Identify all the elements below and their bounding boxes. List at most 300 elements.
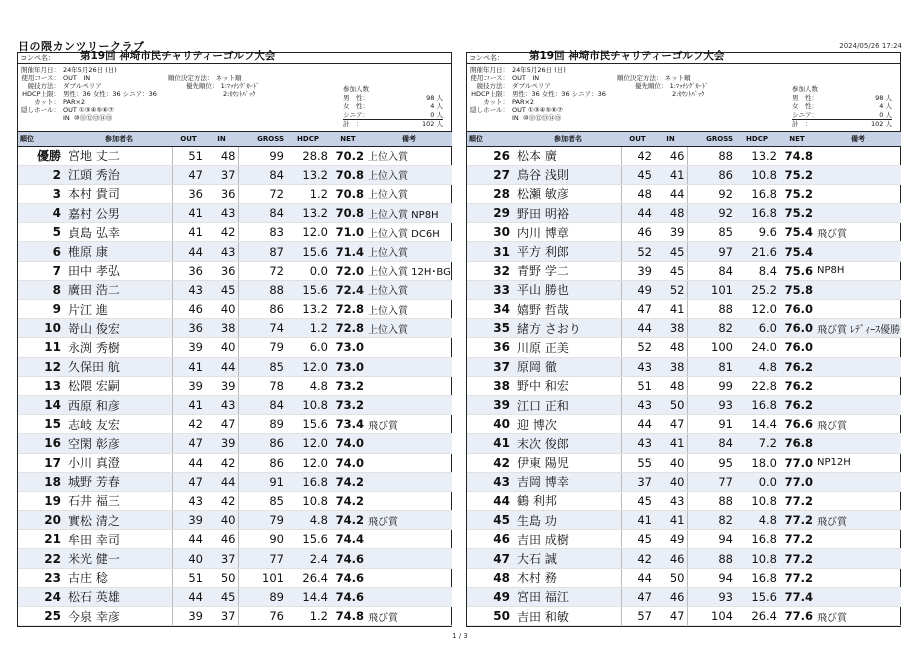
- cell-rank: 優勝: [18, 146, 66, 165]
- cell-in: 40: [205, 511, 238, 530]
- page-number: 1 / 3: [452, 632, 468, 640]
- cell-note: [366, 491, 452, 510]
- cell-name: 小川 真澄: [66, 453, 172, 472]
- cell-rank: 15: [18, 415, 66, 434]
- cell-hdcp: 15.6: [286, 530, 330, 549]
- cell-gross: 95: [687, 453, 735, 472]
- cell-net: 75.8: [779, 280, 815, 299]
- course-line: 使用コース： OUT IN: [470, 74, 540, 82]
- cell-gross: 97: [687, 242, 735, 261]
- cell-net: 74.8: [330, 607, 366, 626]
- cell-in: 37: [205, 165, 238, 184]
- cell-out: 36: [172, 184, 205, 203]
- cell-note: [366, 395, 452, 414]
- participant-counts: 参加人数 男 性： 98 人 女 性： 4 人 シニア： 0 人 計 ： 102 人: [792, 85, 892, 128]
- cell-rank: 46: [467, 530, 515, 549]
- cell-name: 古庄 稔: [66, 568, 172, 587]
- cell-note: 上位入賞 NP8H: [366, 204, 452, 223]
- cell-out: 46: [621, 223, 654, 242]
- cell-out: 42: [621, 549, 654, 568]
- cell-net: 74.2: [330, 472, 366, 491]
- cell-out: 47: [172, 472, 205, 491]
- cell-net: 77.2: [779, 549, 815, 568]
- cell-gross: 76: [238, 607, 286, 626]
- cell-hdcp: 12.0: [286, 434, 330, 453]
- cell-name: 生島 功: [515, 511, 621, 530]
- cell-hdcp: 8.4: [735, 261, 779, 280]
- cell-hdcp: 10.8: [286, 491, 330, 510]
- cell-in: 43: [205, 204, 238, 223]
- cell-in: 40: [654, 472, 687, 491]
- cell-in: 42: [205, 491, 238, 510]
- cell-note: [815, 280, 901, 299]
- cell-name: 吉田 和敏: [515, 607, 621, 626]
- cell-in: 47: [654, 415, 687, 434]
- cell-in: 43: [205, 242, 238, 261]
- cell-out: 40: [172, 549, 205, 568]
- table-row: [467, 242, 901, 261]
- cell-note: 上位入賞: [366, 146, 452, 165]
- cell-net: 74.8: [779, 146, 815, 165]
- cell-gross: 84: [687, 434, 735, 453]
- cell-in: 50: [654, 568, 687, 587]
- col-hdcp: HDCP: [735, 132, 779, 146]
- cell-note: [366, 530, 452, 549]
- cell-name: 江頭 秀治: [66, 165, 172, 184]
- cell-rank: 34: [467, 300, 515, 319]
- cell-net: 75.6: [779, 261, 815, 280]
- cell-gross: 81: [687, 357, 735, 376]
- cell-out: 44: [172, 453, 205, 472]
- priority-line-2: 2:ｶｳﾝﾄﾊﾞｯｸ: [223, 90, 256, 98]
- rank-method-line: 順位決定方法： ネット順: [617, 74, 691, 82]
- cell-name: 嬉野 哲哉: [515, 300, 621, 319]
- cell-out: 52: [621, 338, 654, 357]
- cell-net: 72.0: [330, 261, 366, 280]
- cell-name: 原岡 徹: [515, 357, 621, 376]
- cell-name: 伊東 陽児: [515, 453, 621, 472]
- cell-rank: 33: [467, 280, 515, 299]
- cell-in: 39: [205, 434, 238, 453]
- cell-name: 松石 英雄: [66, 587, 172, 606]
- cell-net: 77.4: [779, 587, 815, 606]
- table-row: [18, 549, 452, 568]
- competition-name: 第19回 神埼市民チャリティーゴルフ大会: [529, 50, 725, 62]
- cell-name: 志岐 友宏: [66, 415, 172, 434]
- cell-note: [815, 300, 901, 319]
- cell-rank: 21: [18, 530, 66, 549]
- cell-out: 47: [172, 165, 205, 184]
- cell-gross: 90: [238, 530, 286, 549]
- cell-note: [366, 357, 452, 376]
- cell-out: 39: [621, 261, 654, 280]
- cell-note: 上位入賞 12H･BG: [366, 261, 452, 280]
- cell-out: 45: [621, 530, 654, 549]
- table-row: [467, 587, 901, 606]
- cell-out: 41: [621, 511, 654, 530]
- cell-rank: 4: [18, 204, 66, 223]
- table-row: [18, 319, 452, 338]
- cell-name: 本村 貴司: [66, 184, 172, 203]
- cell-out: 43: [621, 434, 654, 453]
- cell-gross: 77: [238, 549, 286, 568]
- cell-hdcp: 12.0: [735, 300, 779, 319]
- table-row: [18, 261, 452, 280]
- cell-out: 44: [621, 319, 654, 338]
- cell-hdcp: 1.2: [286, 184, 330, 203]
- cell-in: 38: [654, 319, 687, 338]
- cell-in: 46: [654, 549, 687, 568]
- cell-note: 飛び賞: [815, 415, 901, 434]
- cell-rank: 27: [467, 165, 515, 184]
- cell-gross: 78: [238, 376, 286, 395]
- table-row: [467, 395, 901, 414]
- cell-hdcp: 16.8: [735, 395, 779, 414]
- cell-name: 鳥谷 浅則: [515, 165, 621, 184]
- cell-hdcp: 13.2: [735, 146, 779, 165]
- table-row: [18, 223, 452, 242]
- cell-note: [815, 568, 901, 587]
- cell-out: 44: [172, 242, 205, 261]
- col-note: 備考: [815, 132, 901, 146]
- cell-in: 42: [205, 453, 238, 472]
- cell-hdcp: 2.4: [286, 549, 330, 568]
- cell-out: 37: [621, 472, 654, 491]
- cell-out: 36: [172, 261, 205, 280]
- cell-rank: 22: [18, 549, 66, 568]
- cell-out: 45: [621, 165, 654, 184]
- cell-gross: 88: [238, 280, 286, 299]
- table-row: [467, 223, 901, 242]
- cell-name: 石井 福三: [66, 491, 172, 510]
- cell-in: 45: [205, 587, 238, 606]
- col-gross: GROSS: [687, 132, 735, 146]
- cell-name: 嘉村 公男: [66, 204, 172, 223]
- cell-gross: 94: [687, 530, 735, 549]
- cell-note: [366, 549, 452, 568]
- cell-net: 76.0: [779, 319, 815, 338]
- cell-out: 45: [621, 491, 654, 510]
- cell-name: 野中 和宏: [515, 376, 621, 395]
- col-name: 参加者名: [515, 132, 621, 146]
- cell-in: 39: [654, 223, 687, 242]
- cell-out: 41: [172, 357, 205, 376]
- cell-in: 40: [205, 300, 238, 319]
- table-row: [18, 300, 452, 319]
- table-row: [467, 319, 901, 338]
- cell-in: 40: [205, 338, 238, 357]
- cell-rank: 5: [18, 223, 66, 242]
- cell-note: [366, 472, 452, 491]
- cell-out: 44: [172, 587, 205, 606]
- cell-name: 松瀬 敏彦: [515, 184, 621, 203]
- cell-out: 51: [621, 376, 654, 395]
- cell-net: 71.4: [330, 242, 366, 261]
- cell-rank: 6: [18, 242, 66, 261]
- cell-in: 39: [205, 376, 238, 395]
- cell-out: 39: [172, 376, 205, 395]
- cell-note: NP8H: [815, 261, 901, 280]
- cell-rank: 8: [18, 280, 66, 299]
- method-line: 競技方法： ダブルペリア: [476, 82, 551, 90]
- competition-info: [18, 50, 451, 132]
- table-row: [18, 530, 452, 549]
- cell-rank: 26: [467, 146, 515, 165]
- cell-rank: 48: [467, 568, 515, 587]
- cell-in: 37: [205, 549, 238, 568]
- cell-net: 70.8: [330, 184, 366, 203]
- cell-hdcp: 9.6: [735, 223, 779, 242]
- cell-gross: 101: [687, 280, 735, 299]
- cell-gross: 86: [238, 300, 286, 319]
- cell-hdcp: 28.8: [286, 146, 330, 165]
- competition-name: 第19回 神埼市民チャリティーゴルフ大会: [80, 50, 276, 62]
- cell-net: 76.0: [779, 338, 815, 357]
- cell-gross: 88: [687, 300, 735, 319]
- cell-net: 72.4: [330, 280, 366, 299]
- table-row: [18, 357, 452, 376]
- cell-gross: 100: [687, 338, 735, 357]
- cell-note: [815, 184, 901, 203]
- cell-in: 38: [654, 357, 687, 376]
- cell-gross: 86: [238, 453, 286, 472]
- table-row: [467, 415, 901, 434]
- cell-hdcp: 4.8: [286, 376, 330, 395]
- cell-net: 73.4: [330, 415, 366, 434]
- cell-in: 50: [654, 395, 687, 414]
- cell-net: 77.2: [779, 530, 815, 549]
- cell-net: 70.8: [330, 204, 366, 223]
- cell-hdcp: 13.2: [286, 300, 330, 319]
- cell-note: [815, 146, 901, 165]
- cell-in: 48: [205, 146, 238, 165]
- cell-rank: 45: [467, 511, 515, 530]
- cell-hdcp: 0.0: [286, 261, 330, 280]
- competition-label: コンペ名：: [469, 54, 504, 62]
- cell-net: 74.6: [330, 587, 366, 606]
- cell-rank: 23: [18, 568, 66, 587]
- table-row: [18, 204, 452, 223]
- hidden-out-line: 隠しホール： OUT ①③④⑤⑥⑦: [21, 106, 114, 114]
- cell-note: [366, 376, 452, 395]
- hdcp-line: HDCP上限： 男性：36 女性：36 シニア：36: [471, 90, 606, 98]
- cell-out: 44: [621, 568, 654, 587]
- cell-name: 吉岡 博幸: [515, 472, 621, 491]
- cell-out: 46: [172, 300, 205, 319]
- cell-out: 43: [621, 395, 654, 414]
- cell-rank: 32: [467, 261, 515, 280]
- cell-rank: 29: [467, 204, 515, 223]
- cell-name: 末次 俊郎: [515, 434, 621, 453]
- cell-hdcp: 4.8: [735, 357, 779, 376]
- table-row: [18, 280, 452, 299]
- cell-name: 木村 務: [515, 568, 621, 587]
- table-row: [18, 568, 452, 587]
- cell-in: 37: [205, 607, 238, 626]
- cell-in: 41: [654, 511, 687, 530]
- cell-out: 44: [172, 530, 205, 549]
- cell-hdcp: 12.0: [286, 223, 330, 242]
- cell-net: 74.6: [330, 549, 366, 568]
- table-row: [18, 434, 452, 453]
- cell-net: 73.0: [330, 357, 366, 376]
- cell-name: 城野 芳春: [66, 472, 172, 491]
- cell-hdcp: 18.0: [735, 453, 779, 472]
- table-row: [18, 415, 452, 434]
- cell-in: 46: [654, 146, 687, 165]
- table-row: [18, 395, 452, 414]
- cell-note: [815, 165, 901, 184]
- table-row: [18, 472, 452, 491]
- cell-note: 飛び賞: [815, 607, 901, 626]
- cell-name: 嵜山 俊宏: [66, 319, 172, 338]
- cell-out: 39: [172, 607, 205, 626]
- cell-hdcp: 16.8: [735, 204, 779, 223]
- cell-gross: 83: [238, 223, 286, 242]
- table-header-row: [467, 132, 901, 146]
- cell-name: 貞島 弘幸: [66, 223, 172, 242]
- cell-in: 48: [654, 338, 687, 357]
- cell-out: 48: [621, 184, 654, 203]
- print-timestamp: 2024/05/26 17:24: [839, 42, 902, 50]
- cell-note: [366, 568, 452, 587]
- cell-in: 41: [654, 165, 687, 184]
- cell-rank: 35: [467, 319, 515, 338]
- table-row: [467, 434, 901, 453]
- cell-hdcp: 14.4: [286, 587, 330, 606]
- cell-note: [366, 453, 452, 472]
- cell-hdcp: 24.0: [735, 338, 779, 357]
- cell-out: 42: [172, 415, 205, 434]
- table-row: [467, 165, 901, 184]
- competition-title-bar: [18, 50, 451, 64]
- cell-rank: 14: [18, 395, 66, 414]
- cell-name: 片江 進: [66, 300, 172, 319]
- table-row: [18, 242, 452, 261]
- cell-name: 西原 和彦: [66, 395, 172, 414]
- cut-line: カット： PAR×2: [34, 98, 86, 106]
- club-name: 日の隈カンツリークラブ: [18, 40, 145, 53]
- cell-note: 飛び賞 ﾚﾃﾞｨｰｽ優勝: [815, 319, 901, 338]
- cell-rank: 31: [467, 242, 515, 261]
- cell-note: [815, 491, 901, 510]
- results-body-right: [467, 146, 901, 626]
- cell-in: 41: [654, 434, 687, 453]
- cell-net: 77.0: [779, 472, 815, 491]
- cell-out: 41: [172, 204, 205, 223]
- results-panel-left: [17, 52, 452, 627]
- cell-out: 52: [621, 242, 654, 261]
- cell-out: 47: [172, 434, 205, 453]
- cell-name: 宮地 丈二: [66, 146, 172, 165]
- cell-name: 平山 勝也: [515, 280, 621, 299]
- cell-gross: 79: [238, 511, 286, 530]
- cell-note: [815, 530, 901, 549]
- competition-label: コンペ名：: [20, 54, 55, 62]
- cell-gross: 77: [687, 472, 735, 491]
- cell-hdcp: 0.0: [735, 472, 779, 491]
- cell-net: 75.4: [779, 223, 815, 242]
- cell-rank: 12: [18, 357, 66, 376]
- cell-gross: 84: [238, 395, 286, 414]
- cell-note: [815, 338, 901, 357]
- cell-note: NP12H: [815, 453, 901, 472]
- cell-note: 上位入賞: [366, 184, 452, 203]
- cell-name: 内川 博章: [515, 223, 621, 242]
- cell-hdcp: 6.0: [286, 338, 330, 357]
- cell-gross: 89: [238, 415, 286, 434]
- cell-rank: 25: [18, 607, 66, 626]
- cell-gross: 85: [687, 223, 735, 242]
- date-line: 開催年月日： 24年5月26日 (日): [470, 66, 566, 74]
- cell-rank: 10: [18, 319, 66, 338]
- cell-in: 49: [654, 530, 687, 549]
- cell-note: 上位入賞: [366, 242, 452, 261]
- cell-note: [815, 587, 901, 606]
- cell-in: 36: [205, 261, 238, 280]
- table-row: [467, 300, 901, 319]
- cell-name: 緒方 さおり: [515, 319, 621, 338]
- table-row: [467, 261, 901, 280]
- col-net: NET: [779, 132, 815, 146]
- table-row: [467, 146, 901, 165]
- cell-rank: 7: [18, 261, 66, 280]
- cell-rank: 17: [18, 453, 66, 472]
- cell-note: 上位入賞: [366, 300, 452, 319]
- table-row: [467, 607, 901, 626]
- cell-gross: 79: [238, 338, 286, 357]
- cell-hdcp: 21.6: [735, 242, 779, 261]
- cell-in: 48: [654, 376, 687, 395]
- table-row: [467, 338, 901, 357]
- cell-out: 41: [172, 395, 205, 414]
- col-rank: 順位: [467, 132, 515, 146]
- cell-rank: 39: [467, 395, 515, 414]
- cell-rank: 16: [18, 434, 66, 453]
- cell-in: 41: [654, 300, 687, 319]
- table-header-row: [18, 132, 452, 146]
- cell-hdcp: 15.6: [286, 242, 330, 261]
- cell-name: 牟田 幸司: [66, 530, 172, 549]
- cell-hdcp: 10.8: [735, 491, 779, 510]
- cell-hdcp: 12.0: [286, 357, 330, 376]
- cell-name: 青野 学二: [515, 261, 621, 280]
- col-gross: GROSS: [238, 132, 286, 146]
- col-in: IN: [205, 132, 238, 146]
- cell-rank: 41: [467, 434, 515, 453]
- cell-gross: 89: [238, 587, 286, 606]
- cell-net: 75.2: [779, 165, 815, 184]
- cell-in: 43: [654, 491, 687, 510]
- table-row: [18, 338, 452, 357]
- cell-hdcp: 16.8: [286, 472, 330, 491]
- cell-hdcp: 1.2: [286, 319, 330, 338]
- course-line: 使用コース： OUT IN: [21, 74, 91, 82]
- cell-in: 45: [205, 280, 238, 299]
- cell-net: 72.8: [330, 319, 366, 338]
- cell-net: 76.6: [779, 415, 815, 434]
- table-row: [467, 184, 901, 203]
- cell-gross: 86: [687, 165, 735, 184]
- table-row: [18, 453, 452, 472]
- cell-rank: 44: [467, 491, 515, 510]
- cell-note: [815, 549, 901, 568]
- cell-gross: 91: [687, 415, 735, 434]
- participant-counts: 参加人数 男 性： 98 人 女 性： 4 人 シニア： 0 人 計 ： 102 人: [343, 85, 443, 128]
- table-row: [467, 357, 901, 376]
- cell-rank: 2: [18, 165, 66, 184]
- cell-out: 55: [621, 453, 654, 472]
